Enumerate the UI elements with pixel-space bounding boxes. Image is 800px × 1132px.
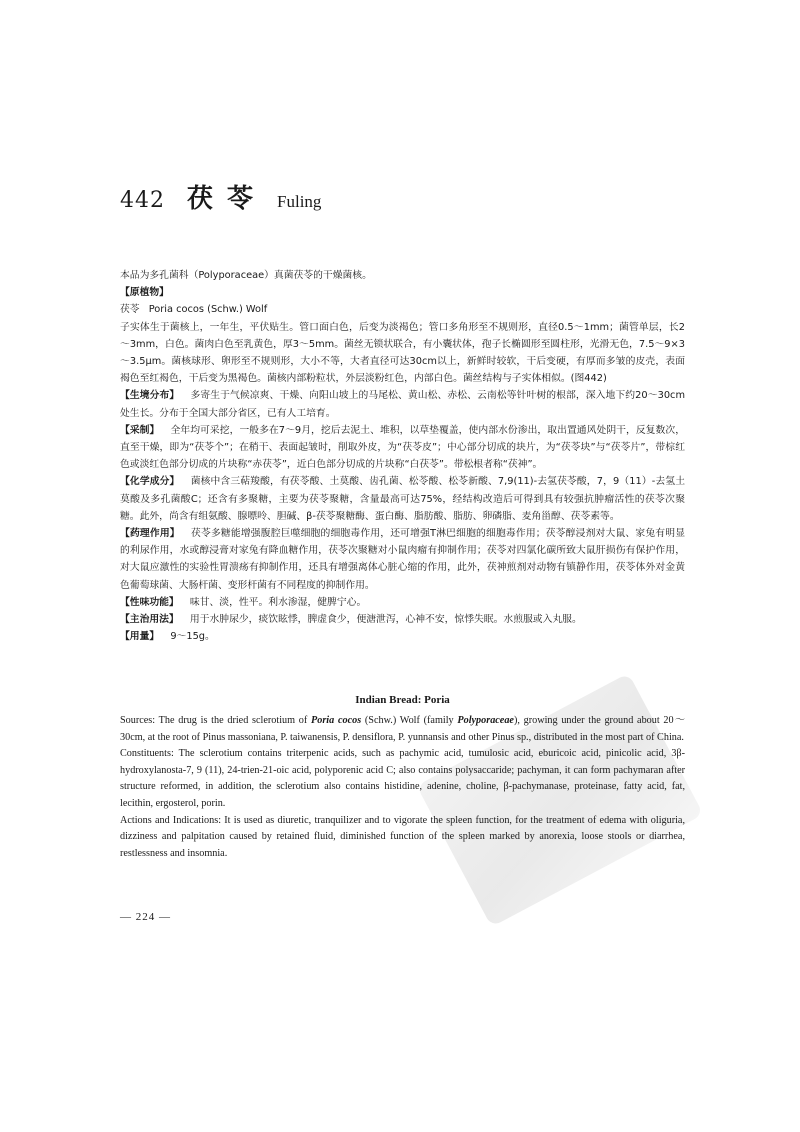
- entry-title: [120, 178, 321, 215]
- sources-label: Sources:: [120, 715, 156, 726]
- page-number: — 224 —: [120, 911, 171, 923]
- plant-heading: 【原植物】: [120, 287, 169, 299]
- intro-text: 本品为多孔菌科（Polyporaceae）真菌茯苓的干燥菌核。: [120, 270, 372, 281]
- pharmacology-heading: 【药理作用】: [120, 528, 180, 540]
- sources-text-mid: (Schw.) Wolf (family: [361, 715, 458, 726]
- entry-name-chinese: 茯苓: [187, 184, 268, 214]
- entry-number: 442: [120, 188, 165, 213]
- chemistry-heading: 【化学成分】: [120, 476, 180, 488]
- chemistry-paragraph: [120, 473, 685, 525]
- pharmacology-text: 茯苓多糖能增强腹腔巨噬细胞的细胞毒作用，还可增强T淋巴细胞的细胞毒作用；茯苓醇浸剂对大鼠、家兔有明显的利尿作用，水或醇浸膏对家兔有降血糖作用，茯苓次聚糖对小鼠肉瘤有抑制作用；茯苓对四氯化碳所致大鼠肝损伤有保护作用，对大鼠应激性的实验性胃溃疡有抑制作用，还具有增强离体心脏心缩的作用，此外，茯神煎剂对动物有镇静作用，茯苓体外对金黄色葡萄球菌、大肠杆菌、变形杆菌有不同程度的抑制作用。: [120, 528, 686, 591]
- english-title: Indian Bread: Poria: [355, 694, 450, 706]
- sources-paragraph: [120, 713, 685, 746]
- plant-latin-name: Poria cocos (Schw.) Wolf: [148, 304, 268, 316]
- actions-paragraph: [120, 813, 685, 863]
- properties-paragraph: [120, 594, 685, 611]
- constituents-label: Constituents:: [120, 748, 174, 760]
- plant-description-text: 子实体生于菌核上，一年生，平伏贴生。管口面白色，后变为淡褐色；管口多角形至不规则形，直径0.5～1mm；菌管单层，长2～3mm，白色。菌肉白色至乳黄色，厚3～5mm。菌丝无锁状联合，有小囊状体，孢子长椭圆形至圆柱形，光滑无色，7.5～9×3～3.5μm。菌核球形、卵形至不规则形，大小不等，大者直径可达30cm以上，新鲜时较软，干后变硬，有厚而多皱的皮壳，表面褐色至红褐色，干后变为黑褐色。菌核内部粉粒状，外层淡粉红色，内部白色。菌丝结构与子实体相似。(图442): [120, 321, 685, 385]
- habitat-heading: 【生境分布】: [120, 390, 180, 402]
- collection-text: 全年均可采挖，一般多在7～9月，挖后去泥土、堆积，以草垫覆盖，使内部水份渗出，取出置通风处阴干，反复数次，直至干燥，即为“茯苓个”；在稍干、表面起皱时，削取外皮，为“茯苓皮”；中心部分切成的块片，为“茯苓块”与“茯苓片”，带棕红色或淡红色部分切成的片块称“赤茯苓”，近白色部分切成的片块称“白茯苓”。带松根者称“茯神”。: [120, 424, 686, 471]
- plant-name-line: [120, 301, 685, 318]
- sources-text-pre: The drug is the dried sclerotium of: [155, 715, 312, 726]
- actions-label: Actions and Indications:: [120, 814, 222, 826]
- chemistry-text: 菌核中含三萜羧酸，有茯苓酸、土莫酸、齿孔菌、松苓酸、松苓新酸、7,9(11)-去氢茯苓酸，7，9（11）-去氢土莫酸及多孔菌酸C；还含有多聚糖，主要为茯苓聚糖，含量最高可达75%，经结构改造后可得到具有较强抗肿瘤活性的茯苓次聚糖。此外，尚含有组氨酸、腺嘌呤、胆碱、β-茯苓聚糖酶、蛋白酶、脂肪酸、脂肪、卵磷脂、麦角甾醇、茯苓素等。: [120, 476, 685, 522]
- dosage-heading: 【用量】: [120, 631, 160, 643]
- entry-name-pinyin: Fuling: [277, 192, 322, 211]
- pharmacology-paragraph: [120, 525, 685, 594]
- constituents-paragraph: [120, 746, 685, 812]
- indications-heading: 【主治用法】: [120, 614, 179, 626]
- sources-family-name: Polyporaceae: [457, 715, 514, 726]
- indications-paragraph: [120, 611, 685, 628]
- habitat-paragraph: [120, 387, 685, 421]
- plant-name: 茯苓: [120, 304, 140, 316]
- dosage-paragraph: [120, 628, 685, 645]
- dosage-text: 9～15g。: [170, 631, 215, 643]
- chinese-section: [120, 267, 685, 645]
- properties-heading: 【性味功能】: [120, 596, 179, 608]
- properties-text: 味甘、淡，性平。利水渗湿，健脾宁心。: [189, 596, 367, 608]
- sources-text-post: ), growing under the ground about 20～30cm, at the root of Pinus massoniana, P. taiwanensis, P. densiflora, P. yunnansis and other Pinus sp., distributed in the most part of China.: [120, 715, 686, 743]
- english-section: [120, 713, 685, 862]
- plant-description: [120, 319, 685, 388]
- intro-paragraph: [120, 267, 685, 284]
- actions-text: It is used as diuretic, tranquilizer and to vigorate the spleen function, for the treatment of edema with oliguria, dizziness and palpitation caused by retained fluid, diminished function of the spleen marked by anorexia, loose stools or diarrhea, restlessness and insomnia.: [120, 814, 686, 859]
- plant-heading-line: [120, 284, 685, 301]
- collection-heading: 【采制】: [120, 424, 160, 436]
- constituents-text: The sclerotium contains triterpenic acids, such as pachymic acid, tumulosic acid, eburicoic acid, pinicolic acid, 3β-hydroxylanosta-7, 9 (11), 24-trien-21-oic acid, polyporenic acid C; also contains polysaccaride; pachyman, it can form pachymaran after structure reformed, in addition, the sclerotium also contains histidine, adenine, choline, β-pachymanase, proteinase, fatty acid, fat, lecithin, ergosterol, porin.: [120, 748, 685, 809]
- indications-text: 用于水肿尿少，痰饮眩悸，脾虚食少，便溏泄泻，心神不安，惊悸失眠。水煎服或入丸服。: [189, 614, 582, 626]
- sources-latin-name: Poria cocos: [311, 715, 362, 726]
- collection-paragraph: [120, 422, 685, 474]
- habitat-text: 多寄生于气候凉爽、干燥、向阳山坡上的马尾松、黄山松、赤松、云南松等针叶树的根部，深入地下约20～30cm处生长。分布于全国大部分省区，已有人工培育。: [120, 390, 685, 419]
